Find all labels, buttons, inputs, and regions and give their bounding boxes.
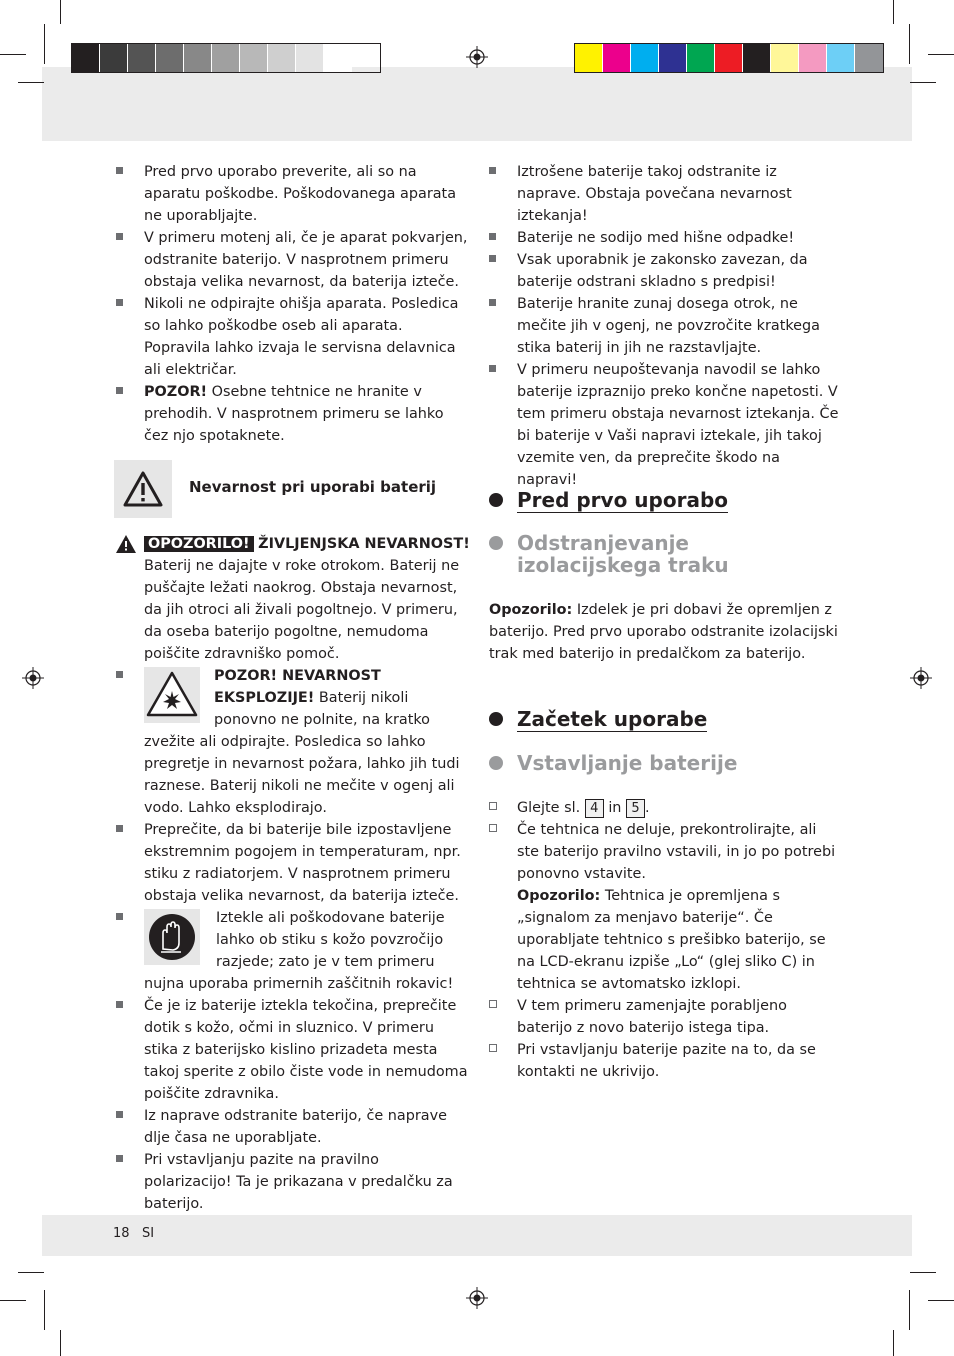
registration-mark-icon	[466, 46, 488, 68]
crop-mark	[909, 24, 910, 64]
opozorilo-tag: OPOZORILO!	[144, 536, 254, 552]
warning-box	[114, 460, 172, 518]
crop-mark	[44, 1290, 45, 1330]
step-item: Glejte sl. 4 in 5 .	[489, 797, 841, 819]
list-item: POZOR! Osebne tehtnice ne hranite v prehodih. V nasprotnem primeru se lahko čez njo spotaknete.	[116, 381, 470, 447]
crop-mark	[0, 1300, 26, 1301]
crop-mark	[910, 1272, 936, 1273]
registration-mark-icon	[910, 667, 932, 689]
list-item: Preprečite, da bi baterije bile izpostavljene ekstremnim pogojem in temperaturam, npr. stiku z radiatorjem. V nasprotnem primeru obstaja velika nevarnost, da baterija izteče.	[116, 819, 470, 907]
figure-ref: 5	[626, 799, 645, 818]
crop-mark	[18, 1272, 44, 1273]
list-item: V primeru neupoštevanja navodil se lahko baterije izpraznijo preko končne napetosti. V tem primeru obstaja nevarnost iztekanja. Če bi baterije v Vaši napravi iztekale, jih takoj vzemite ven, da preprečite škodo na napravi!	[489, 359, 841, 491]
page-footer	[113, 1223, 154, 1245]
crop-mark	[893, 1330, 894, 1356]
opozorilo-paragraph: OPOZORILO! ŽIVLJENJSKA NEVARNOST! Baterij ne dajajte v roke otrokom. Baterij ne puščajte ležati naokrog. Obstaja nevarnost, da jih otroci ali živali pogoltnejo. V primeru, da oseba baterijo pogoltne, nemudoma poiščite zdravniško pomoč.	[116, 533, 470, 665]
pozor-label: POZOR!	[144, 384, 208, 400]
list-item: Baterije hranite zunaj dosega otrok, ne mečite jih v ogenj, ne povzročite kratkega stika baterij in jih ne razstavljajte.	[489, 293, 841, 359]
footer-band	[42, 1215, 912, 1256]
crop-mark	[909, 1290, 910, 1330]
swatch-frame	[71, 43, 381, 73]
crop-mark	[60, 1330, 61, 1356]
crop-mark	[928, 1300, 954, 1301]
crop-mark	[0, 54, 26, 55]
registration-mark-icon	[22, 667, 44, 689]
insulation-note: Opozorilo: Izdelek je pri dobavi že opremljen z baterijo. Pred prvo uporabo odstranite izolacijski trak med baterijo in predalčkom za baterijo.	[489, 602, 838, 662]
left-column-warnings	[116, 533, 470, 1215]
list-item: Iztrošene baterije takoj odstranite iz naprave. Obstaja povečana nevarnost iztekanja!	[489, 161, 841, 227]
list-item: Vsak uporabnik je zakonsko zavezan, da baterije odstrani skladno s predpisi!	[489, 249, 841, 293]
warning-title: Nevarnost pri uporabi baterij	[189, 478, 437, 496]
left-column-top	[116, 161, 470, 447]
step-item: Pri vstavljanju baterije pazite na to, da se kontakti ne ukrivijo.	[489, 1039, 841, 1083]
list-item: Če je iz baterije iztekla tekočina, preprečite dotik s kožo, očmi in sluznico. V primeru stika z baterijsko kislino prizadeta mesta takoj sperite z obilo čiste vode in nemudoma poiščite zdravnika.	[116, 995, 470, 1105]
list-item: Pred prvo uporabo preverite, ali so na aparatu poškodbe. Poškodovanega aparata ne uporabljajte.	[116, 161, 470, 227]
figure-ref: 4	[585, 799, 604, 818]
warning-triangle-icon	[123, 471, 163, 507]
list-item: Pri vstavljanju pazite na pravilno polarizacijo! Ta je prikazana v predalčku za baterijo.	[116, 1149, 470, 1215]
list-item: Nikoli ne odpirajte ohišja aparata. Posledica so lahko poškodbe oseb ali aparata. Popravila lahko izvaja le servisna delavnica ali električar.	[116, 293, 470, 381]
crop-mark	[60, 0, 61, 24]
swatch-frame	[574, 43, 884, 73]
crop-mark	[928, 54, 954, 55]
list-item: POZOR! NEVARNOST EKSPLOZIJE! Baterij nikoli ponovno ne polnite, na kratko zvežite ali odpirajte. Posledica so lahko pregretje in nevarnost požara, lahko jih tudi raznese. Baterij nikoli ne mečite v ogenj ali vodo. Lahko eksplodirajo.	[116, 665, 470, 819]
language-code: SI	[141, 1226, 155, 1241]
opozorilo-bold: ŽIVLJENJSKA NEVARNOST!	[258, 536, 470, 552]
crop-mark	[44, 24, 45, 64]
explosion-bold: POZOR! NEVARNOST EKSPLOZIJE!	[214, 668, 381, 706]
crop-mark	[893, 0, 894, 24]
list-item: Iztekle ali poškodovane baterije lahko ob stiku s kožo povzročijo razjede; zato je v tem primeru nujna uporaba primernih zaščitnih rokavic!	[116, 907, 470, 995]
header-band	[42, 67, 912, 141]
explosion-icon	[144, 667, 200, 723]
list-item: V primeru motenj ali, če je aparat pokvarjen, odstranite baterijo. V nasprotnem primeru obstaja velika nevarnost, da baterija izteče.	[116, 227, 470, 293]
list-item: Iz naprave odstranite baterijo, če naprave dlje časa ne uporabljate.	[116, 1105, 470, 1149]
heading-vstavljanje-baterije: Vstavljanje baterije	[489, 752, 737, 774]
list-item: Baterije ne sodijo med hišne odpadke!	[489, 227, 841, 249]
gloves-icon	[144, 909, 200, 965]
heading-pred-prvo-uporabo: Pred prvo uporabo	[489, 489, 728, 513]
insertion-steps	[489, 797, 841, 1083]
crop-mark	[18, 82, 44, 83]
right-column-top	[489, 161, 841, 491]
page-number: 18	[113, 1226, 130, 1241]
step-item: Če tehtnica ne deluje, prekontrolirajte, ali ste baterijo pravilno vstavili, in jo po potrebi ponovno vstavite. Opozorilo: Tehtnica je opremljena s „signalom za menjavo baterije“. Če uporabljate tehtnico s prešibko baterijo, se na LCD-ekranu izpiše „Lo“ (glej sliko C) in tehtnica se avtomatsko izklopi.	[489, 819, 841, 995]
crop-mark	[910, 82, 936, 83]
heading-odstranjevanje: Odstranjevanje izolacijskega traku	[489, 532, 829, 576]
heading-zacetek-uporabe: Začetek uporabe	[489, 708, 707, 732]
registration-mark-icon	[466, 1287, 488, 1309]
warning-triangle-icon	[116, 535, 136, 553]
step-item: V tem primeru zamenjajte porabljeno baterijo z novo baterijo istega tipa.	[489, 995, 841, 1039]
